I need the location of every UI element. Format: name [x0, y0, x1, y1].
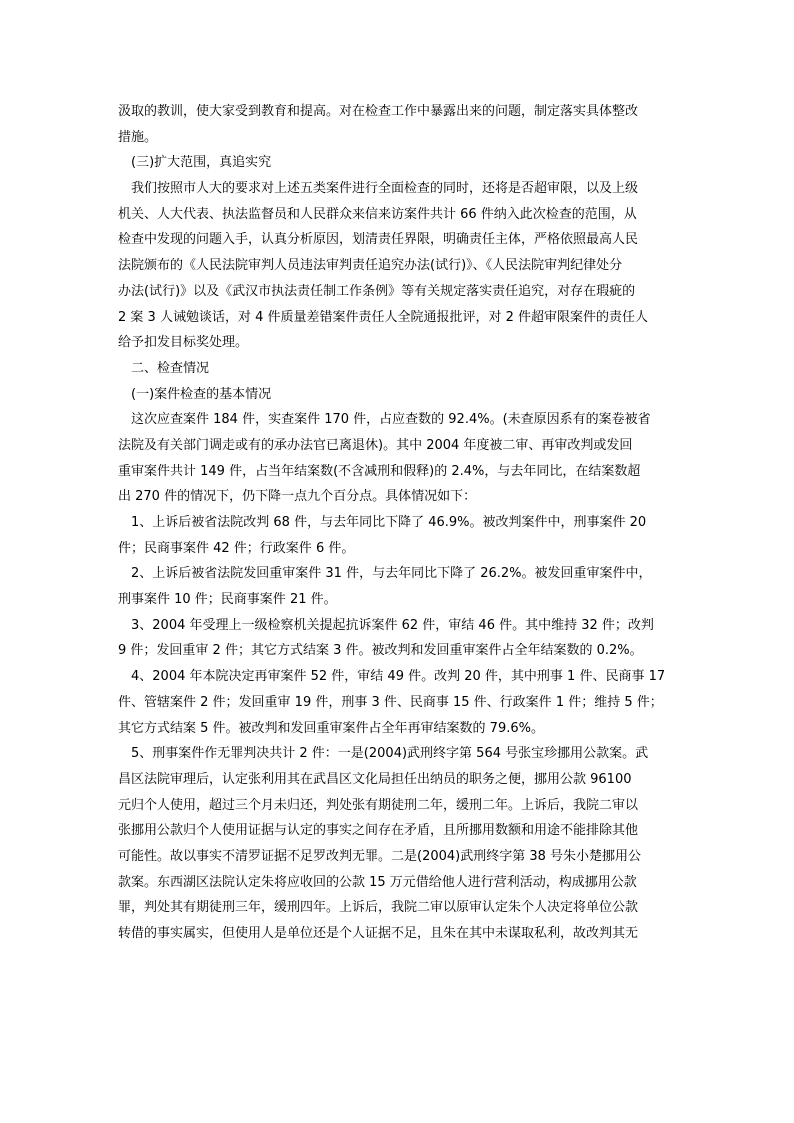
text-line: 3、2004 年受理上一级检察机关提起抗诉案件 62 件，审结 46 件。其中维持 32 件；改判 [131, 617, 654, 633]
text-line: 1、上诉后被省法院改判 68 件，与去年同比下降了 46.9%。被改判案件中，刑事案件 20 [131, 515, 647, 530]
text-line: 机关、人大代表、执法监督员和人民群众来信来访案件共计 66 件纳入此次检查的范围，从 [118, 206, 637, 222]
text-line: 法院及有关部门调走或有的承办法官已离退休)。其中 2004 年度被二审、再审改判或发回 [118, 437, 633, 453]
text-line: 其它方式结案 5 件。被改判和发回重审案件占全年再审结案数的 79.6%。 [118, 720, 544, 736]
text-line: 措施。 [118, 129, 158, 145]
text-line: 9 件；发回重审 2 件；其它方式结案 3 件。被改判和发回重审案件占全年结案数的 0.2%。 [118, 643, 643, 659]
text-line: 我们按照市人大的要求对上述五类案件进行全面检查的同时，还将是否超审限，以及上级 [131, 181, 639, 197]
text-line: 法院颁布的《人民法院审判人员违法审判责任追究办法(试行)》、《人民法院审判纪律处分 [118, 258, 623, 274]
document-body [118, 99, 678, 947]
text-line: 昌区法院审理后，认定张利用其在武昌区文化局担任出纳员的职务之便，挪用公款 96100 [118, 771, 632, 787]
text-line: 张挪用公款归个人使用证据与认定的事实之间存在矛盾，且所挪用数额和用途不能排除其他 [118, 823, 639, 839]
text-line: 出 270 件的情况下，仍下降一点九个百分点。具体情况如下： [118, 489, 477, 505]
text-line: 检查中发现的问题入手，认真分析原因，划清责任界限，明确责任主体，严格依照最高人民 [118, 232, 639, 248]
text-line: 5、刑事案件作无罪判决共计 2 件：一是(2004)武刑终字第 564 号张宝珍挪用公款案。武 [131, 746, 649, 762]
text-line: 可能性。故以事实不清罗证据不足罗改判无罪。二是(2004)武刑终字第 38 号朱小楚挪用公 [118, 848, 642, 864]
text-line: 2、上诉后被省法院发回重审案件 31 件，与去年同比下降了 26.2%。被发回重审案件中， [131, 566, 652, 582]
text-line: 二、检查情况 [131, 360, 210, 376]
text-line: 件；民商事案件 42 件；行政案件 6 件。 [118, 540, 355, 556]
text-line: (一)案件检查的基本情况 [131, 386, 272, 402]
text-line: 转借的事实属实，但使用人是单位还是个人证据不足，且朱在其中未谋取私利，故改判其无 [118, 926, 639, 941]
text-line: 刑事案件 10 件；民商事案件 21 件。 [118, 592, 337, 608]
text-line: 件、管辖案件 2 件；发回重审 19 件，刑事 3 件、民商事 15 件、行政案件 1 件；维持 5 件； [118, 694, 663, 710]
text-line: 办法(试行)》以及《武汉市执法责任制工作条例》等有关规定落实责任追究，对存在瑕疵的 [118, 283, 636, 299]
text-line: 2 案 3 人诫勉谈话，对 4 件质量差错案件责任人全院通报批评，对 2 件超审限案件的责任人 [118, 309, 649, 325]
text-line: (三)扩大范围，真追实究 [131, 155, 272, 171]
text-line: 给予扣发目标奖处理。 [118, 335, 249, 351]
text-line: 罪，判处其有期徒刑三年，缓刑四年。上诉后，我院二审以原审认定朱个人决定将单位公款 [118, 900, 639, 916]
text-line: 这次应查案件 184 件，实查案件 170 件，占应查数的 92.4%。(未查原因系有的案卷被省 [131, 412, 651, 428]
text-line: 重审案件共计 149 件，占当年结案数(不含减刑和假释)的 2.4%，与去年同比，在结案数超 [118, 463, 641, 479]
text-line: 4、2004 年本院决定再审案件 52 件，审结 49 件。改判 20 件，其中刑事 1 件、民商事 17 [131, 669, 666, 685]
text-line: 汲取的教训，使大家受到教育和提高。对在检查工作中暴露出来的问题，制定落实具体整改 [118, 104, 639, 119]
text-line: 款案。东西湖区法院认定朱将应收回的公款 15 万元借给他人进行营利活动，构成挪用公款 [118, 874, 637, 890]
text-line: 元归个人使用，超过三个月未归还，判处张有期徒刑二年，缓刑二年。上诉后，我院二审以 [118, 797, 639, 813]
